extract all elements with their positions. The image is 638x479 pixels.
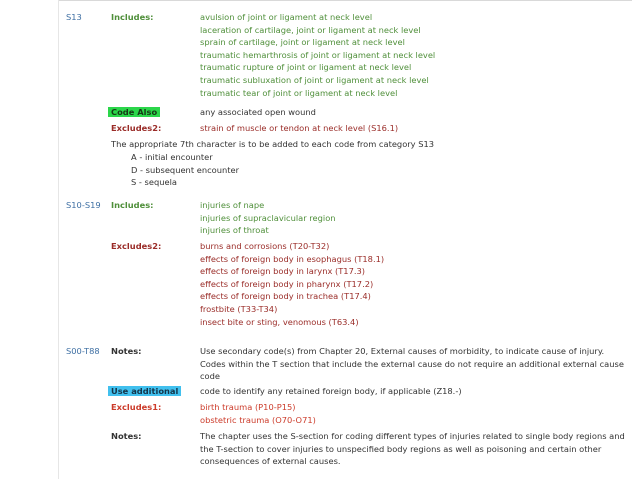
list-item[interactable]: frostbite (T33-T34)	[200, 303, 278, 314]
top-divider	[58, 0, 632, 1]
list-item: avulsion of joint or ligament at neck level	[200, 12, 373, 22]
seventh-character-list	[111, 151, 638, 189]
s10-excludes2-list	[200, 240, 630, 328]
s00-notes-text: Use secondary code(s) from Chapter 20, External causes of morbidity, to indicate cause of injury. Codes within the T section that include the external cause do not require an additional external cause code	[200, 346, 624, 382]
list-item: traumatic subluxation of joint or ligament at neck level	[200, 74, 429, 85]
list-item: injuries of throat	[200, 225, 269, 236]
list-item: traumatic hemarthrosis of joint or ligament at neck level	[200, 49, 436, 60]
s00-notes2-text: The chapter uses the S-section for coding different types of injuries related to single body regions and the T-section to cover injuries to unspecified body regions as well as poisoning and certain other consequences of external causes.	[200, 431, 625, 467]
list-item: S - sequela	[131, 177, 177, 188]
use-additional-label: Use additional	[111, 385, 181, 398]
s10-includes-list	[200, 199, 630, 237]
list-item[interactable]: burns and corrosions (T20-T32)	[200, 241, 330, 251]
list-item: A - initial encounter	[131, 152, 213, 162]
list-item[interactable]: effects of foreign body in trachea (T17.4)	[200, 291, 371, 302]
list-item: traumatic tear of joint or ligament at neck level	[200, 87, 398, 98]
list-item: injuries of supraclavicular region	[200, 212, 336, 223]
s10-includes-label: Includes:	[111, 200, 154, 210]
list-item: traumatic rupture of joint or ligament at neck level	[200, 62, 412, 73]
s00-code[interactable]: S00-T88	[66, 346, 100, 356]
list-item[interactable]: effects of foreign body in pharynx (T17.2)	[200, 278, 374, 289]
s13-excludes2-label: Excludes2:	[111, 123, 162, 133]
list-item: injuries of nape	[200, 200, 265, 210]
code-also-text: any associated open wound	[200, 107, 316, 117]
s13-includes-label: Includes:	[111, 12, 154, 22]
s00-notes-label: Notes:	[111, 346, 142, 356]
list-item[interactable]: insect bite or sting, venomous (T63.4)	[200, 316, 359, 327]
s10-code[interactable]: S10-S19	[66, 200, 101, 210]
list-item: laceration of cartilage, joint or ligament at neck level	[200, 24, 421, 35]
s13-code[interactable]: S13	[66, 12, 82, 22]
excludes1-label: Excludes1:	[111, 402, 162, 412]
seventh-character-intro: The appropriate 7th character is to be added to each code from category S13	[111, 139, 435, 149]
s13-includes-list	[200, 11, 630, 99]
s10-excludes2-label: Excludes2:	[111, 241, 162, 251]
s13-excludes2-text[interactable]: strain of muscle or tendon at neck level (S16.1)	[200, 123, 399, 133]
excludes1-list	[200, 401, 630, 426]
code-also-label: Code Also	[111, 106, 160, 119]
list-item[interactable]: birth trauma (P10-P15)	[200, 402, 296, 412]
list-item[interactable]: effects of foreign body in larynx (T17.3)	[200, 266, 366, 277]
list-item[interactable]: obstetric trauma (O70-O71)	[200, 414, 316, 425]
s00-notes2-label: Notes:	[111, 431, 142, 441]
list-item[interactable]: effects of foreign body in esophagus (T18.1)	[200, 253, 385, 264]
use-additional-text: code to identify any retained foreign body, if applicable (Z18.-)	[200, 386, 462, 396]
left-divider	[58, 0, 59, 479]
list-item: sprain of cartilage, joint or ligament at neck level	[200, 37, 405, 48]
list-item: D - subsequent encounter	[131, 164, 239, 175]
